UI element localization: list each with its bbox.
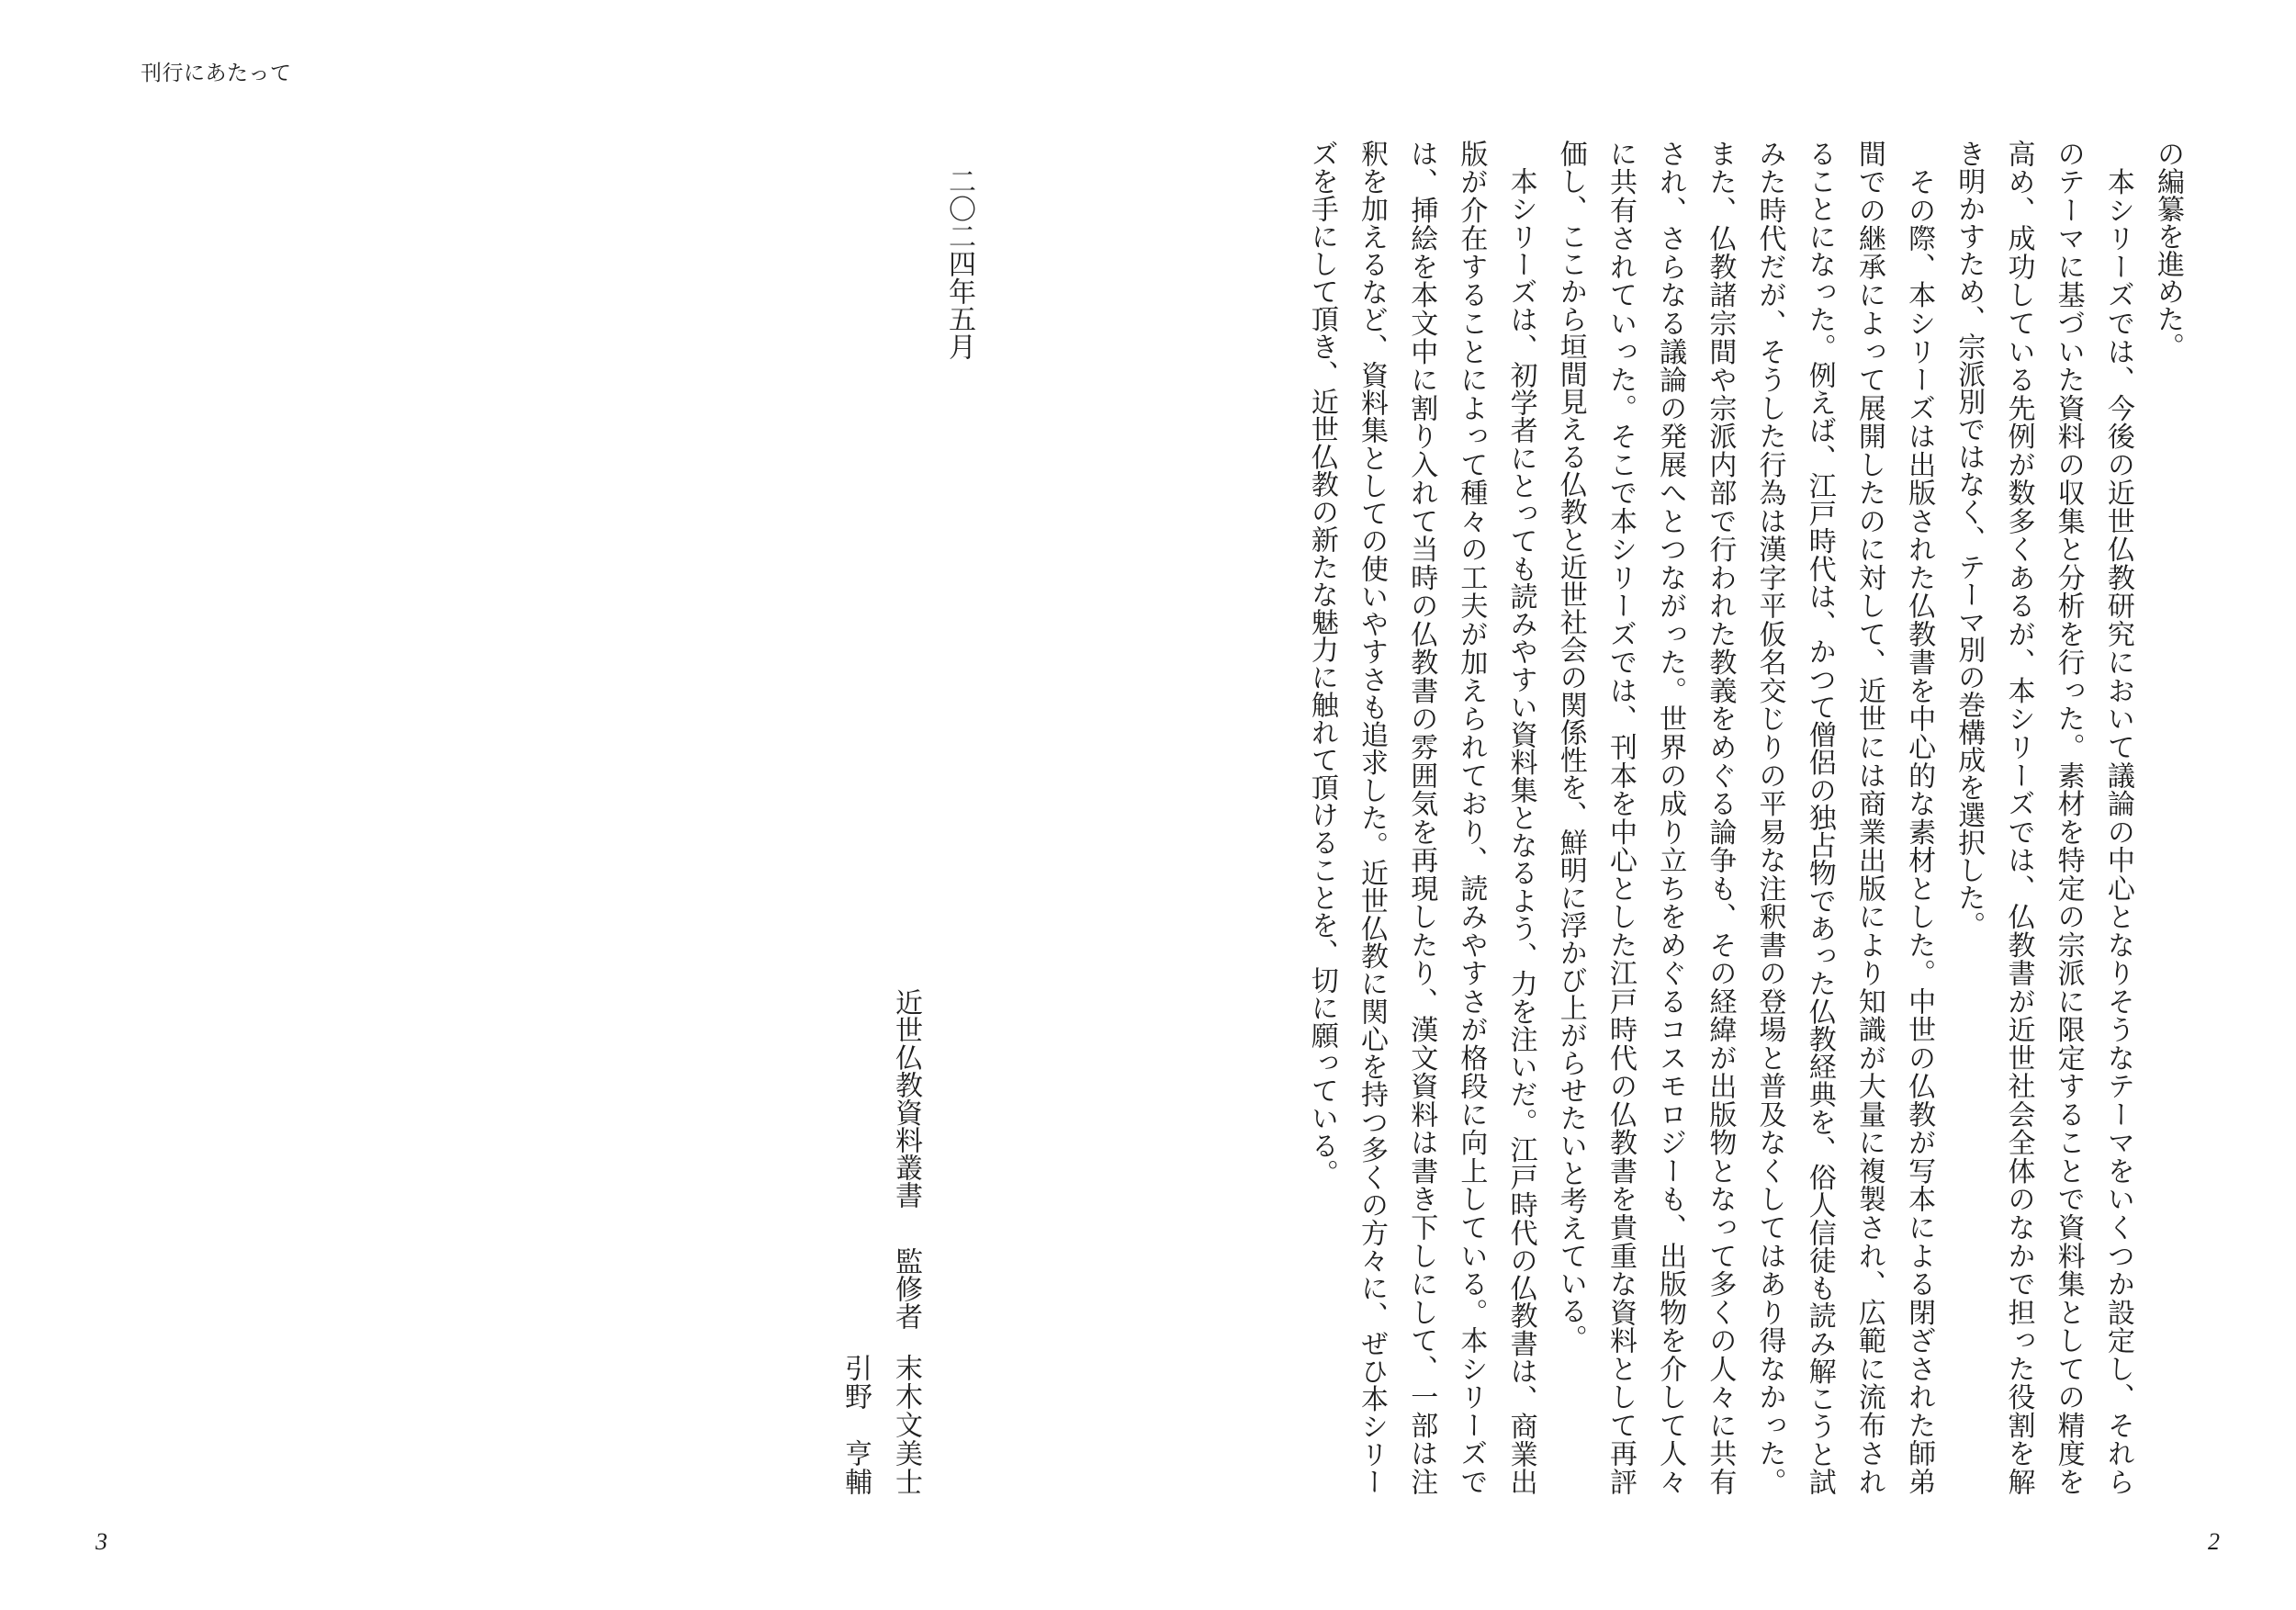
text-column: 釈を加えるなど、資料集としての使いやすさも追求した。近世仏教に関心を持つ多くの方々に、ぜひ本シリー [1356, 140, 1388, 1495]
text-column: に共有されていった。そこで本シリーズでは、刊本を中心とした江戸時代の仏教書を貴重な資料として再評 [1604, 140, 1637, 1495]
text-column: の編纂を進めた。 [2152, 140, 2184, 360]
editor-role: 監修者 [890, 1247, 922, 1330]
text-column: ることになった。例えば、江戸時代は、かつて僧侶の独占物であった仏教経典を、俗人信徒も読み解こうと試 [1803, 140, 1836, 1495]
text-column: 高め、成功している先例が数多くあるが、本シリーズでは、仏教書が近世社会全体のなかで担った役割を解 [2002, 140, 2035, 1495]
editor-name: 引野 亨輔 [839, 1354, 872, 1496]
text-column: のテーマに基づいた資料の収集と分析を行った。素材を特定の宗派に限定することで資料集としての精度を [2052, 140, 2085, 1495]
right-page [1148, 0, 2296, 1610]
page-number: 3 [96, 1528, 107, 1555]
text-column: ズを手にして頂き、近世仏教の新たな魅力に触れて頂けることを、切に願っている。 [1305, 140, 1338, 1187]
text-column: また、仏教諸宗間や宗派内部で行われた教義をめぐる論争も、その経緯が出版物となって多くの人々に共有 [1704, 140, 1737, 1495]
text-column: 本シリーズは、初学者にとっても読みやすい資料集となるよう、力を注いだ。江戸時代の仏教書は、商業出 [1504, 140, 1537, 1495]
text-column: 版が介在することによって種々の工夫が加えられており、読みやすさが格段に向上している。本シリーズで [1455, 140, 1488, 1495]
text-column: みた時代だが、そうした行為は漢字平仮名交じりの平易な注釈書の登場と普及なくしてはあり得なかった。 [1753, 140, 1786, 1495]
body-text [1305, 140, 2184, 1496]
text-column: き明かすため、宗派別ではなく、テーマ別の巻構成を選択した。 [1953, 140, 1986, 939]
date: 二〇二四年五月 [943, 167, 975, 360]
series-title: 近世仏教資料叢書 [890, 988, 922, 1209]
text-column: 本シリーズでは、今後の近世仏教研究において議論の中心となりそうなテーマをいくつか設定し、それら [2101, 140, 2134, 1495]
editor-name: 末木文美士 [890, 1354, 922, 1496]
running-head: 刊行にあたって [141, 62, 292, 85]
text-column: 価し、ここから垣間見える仏教と近世社会の関係性を、鮮明に浮かび上がらせたいと考えている。 [1554, 140, 1587, 1352]
text-column: され、さらなる議論の発展へとつながった。世界の成り立ちをめぐるコスモロジーも、出版物を介して人々 [1654, 140, 1687, 1495]
text-column: 間での継承によって展開したのに対して、近世には商業出版により知識が大量に複製され、広範に流布され [1852, 140, 1885, 1495]
page-number: 2 [2208, 1528, 2220, 1555]
text-column: は、挿絵を本文中に割り入れて当時の仏教書の雰囲気を再現したり、漢文資料は書き下しにして、一部は注 [1405, 140, 1438, 1495]
text-column: その際、本シリーズは出版された仏教書を中心的な素材とした。中世の仏教が写本による閉ざされた師弟 [1903, 140, 1936, 1496]
